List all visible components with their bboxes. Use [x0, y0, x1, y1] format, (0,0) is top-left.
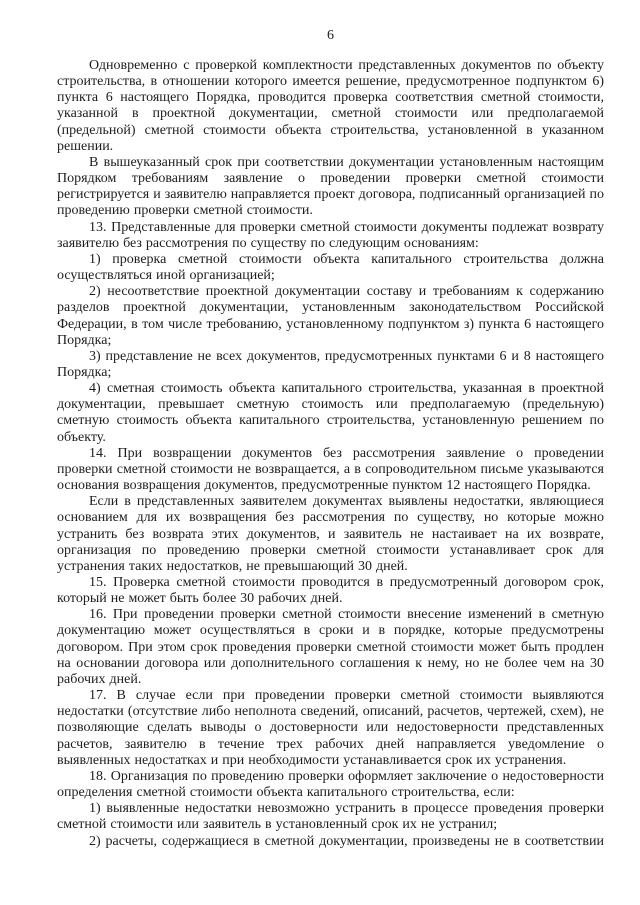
clause-18: 18. Организация по проведению проверки оформляет заключение о недостоверности определения сметной стоимости объекта капитального строительства, если: — [57, 768, 604, 801]
clause-13-item-2: 2) несоответствие проектной документации составу и требованиям к содержанию разделов проектной документации, установленным законодательством Российской Федерации, в том числе требованию, установленному подпунктом з) пункта 6 настоящего Порядка; — [57, 284, 604, 348]
clause-13-item-1: 1) проверка сметной стоимости объекта капитального строительства должна осуществляться иной организацией; — [57, 251, 604, 284]
paragraph-completeness-check: Одновременно с проверкой комплектности представленных документов по объекту строительства, в отношении которого имеется решение, предусмотренное подпунктом 6) пункта 6 настоящего Порядка, проводится проверка соответствия сметной стоимости, указанной в проектной документации, сметной стоимости или предполагаемой (предельной) сметной стоимости объекта строительства, установленной в указанном решении. — [57, 58, 604, 154]
clause-18-item-2: 2) расчеты, содержащиеся в сметной документации, произведены не в соответствии — [89, 833, 604, 849]
clause-13-item-3: 3) представление не всех документов, предусмотренных пунктами 6 и 8 настоящего Порядка; — [57, 348, 604, 380]
page-number: 6 — [327, 28, 334, 43]
clause-15: 15. Проверка сметной стоимости проводится в предусмотренный договором срок, который не может быть более 30 рабочих дней. — [57, 575, 604, 607]
clause-18-item-1: 1) выявленные недостатки невозможно устранить в процессе проведения проверки сметной стоимости или заявитель в установленный срок их не устранил; — [57, 801, 604, 833]
clause-17: 17. В случае если при проведении проверки сметной стоимости выявляются недостатки (отсутствие либо неполнота сведений, описаний, расчетов, чертежей, схем), не позволяющие сделать выводы о достоверности или недостоверности представленных расчетов, заявителю в течение трех рабочих дней направляется уведомление о выявленных недостатках и при необходимости устанавливается срок их устранения. — [57, 688, 604, 768]
clause-13: 13. Представленные для проверки сметной стоимости документы подлежат возврату заявителю без рассмотрения по существу по следующим основаниям: — [57, 219, 604, 251]
document-body — [57, 58, 604, 850]
paragraph-contract-draft: В вышеуказанный срок при соответствии документации установленным настоящим Порядком требованиям заявление о проведении проверки сметной стоимости регистрируется и заявителю направляется проект договора, подписанный организацией по проведению проверки сметной стоимости. — [57, 154, 604, 219]
clause-13-item-4: 4) сметная стоимость объекта капитального строительства, указанная в проектной документации, превышает сметную стоимость или предполагаемую (предельную) сметную стоимость объекта капитального строительства, установленную решением по объекту. — [57, 381, 604, 445]
clause-14-note: Если в представленных заявителем документах выявлены недостатки, являющиеся основанием для их возвращения без рассмотрения по существу, но которые можно устранить без возврата этих документов, и заявитель не настаивает на их возврате, организация по проведению проверки сметной стоимости устанавливает срок для устранения таких недостатков, не превышающий 30 дней. — [57, 494, 604, 574]
clause-14: 14. При возвращении документов без рассмотрения заявление о проведении проверки сметной стоимости не возвращается, а в сопроводительном письме указываются основания возвращения документов, предусмотренные пунктом 12 настоящего Порядка. — [57, 445, 604, 494]
clause-16: 16. При проведении проверки сметной стоимости внесение изменений в сметную документацию может осуществляться в сроки и в порядке, которые предусмотрены договором. При этом срок проведения проверки сметной стоимости может быть продлен на основании договора или дополнительного соглашения к нему, но не более чем на 30 рабочих дней. — [57, 607, 604, 687]
